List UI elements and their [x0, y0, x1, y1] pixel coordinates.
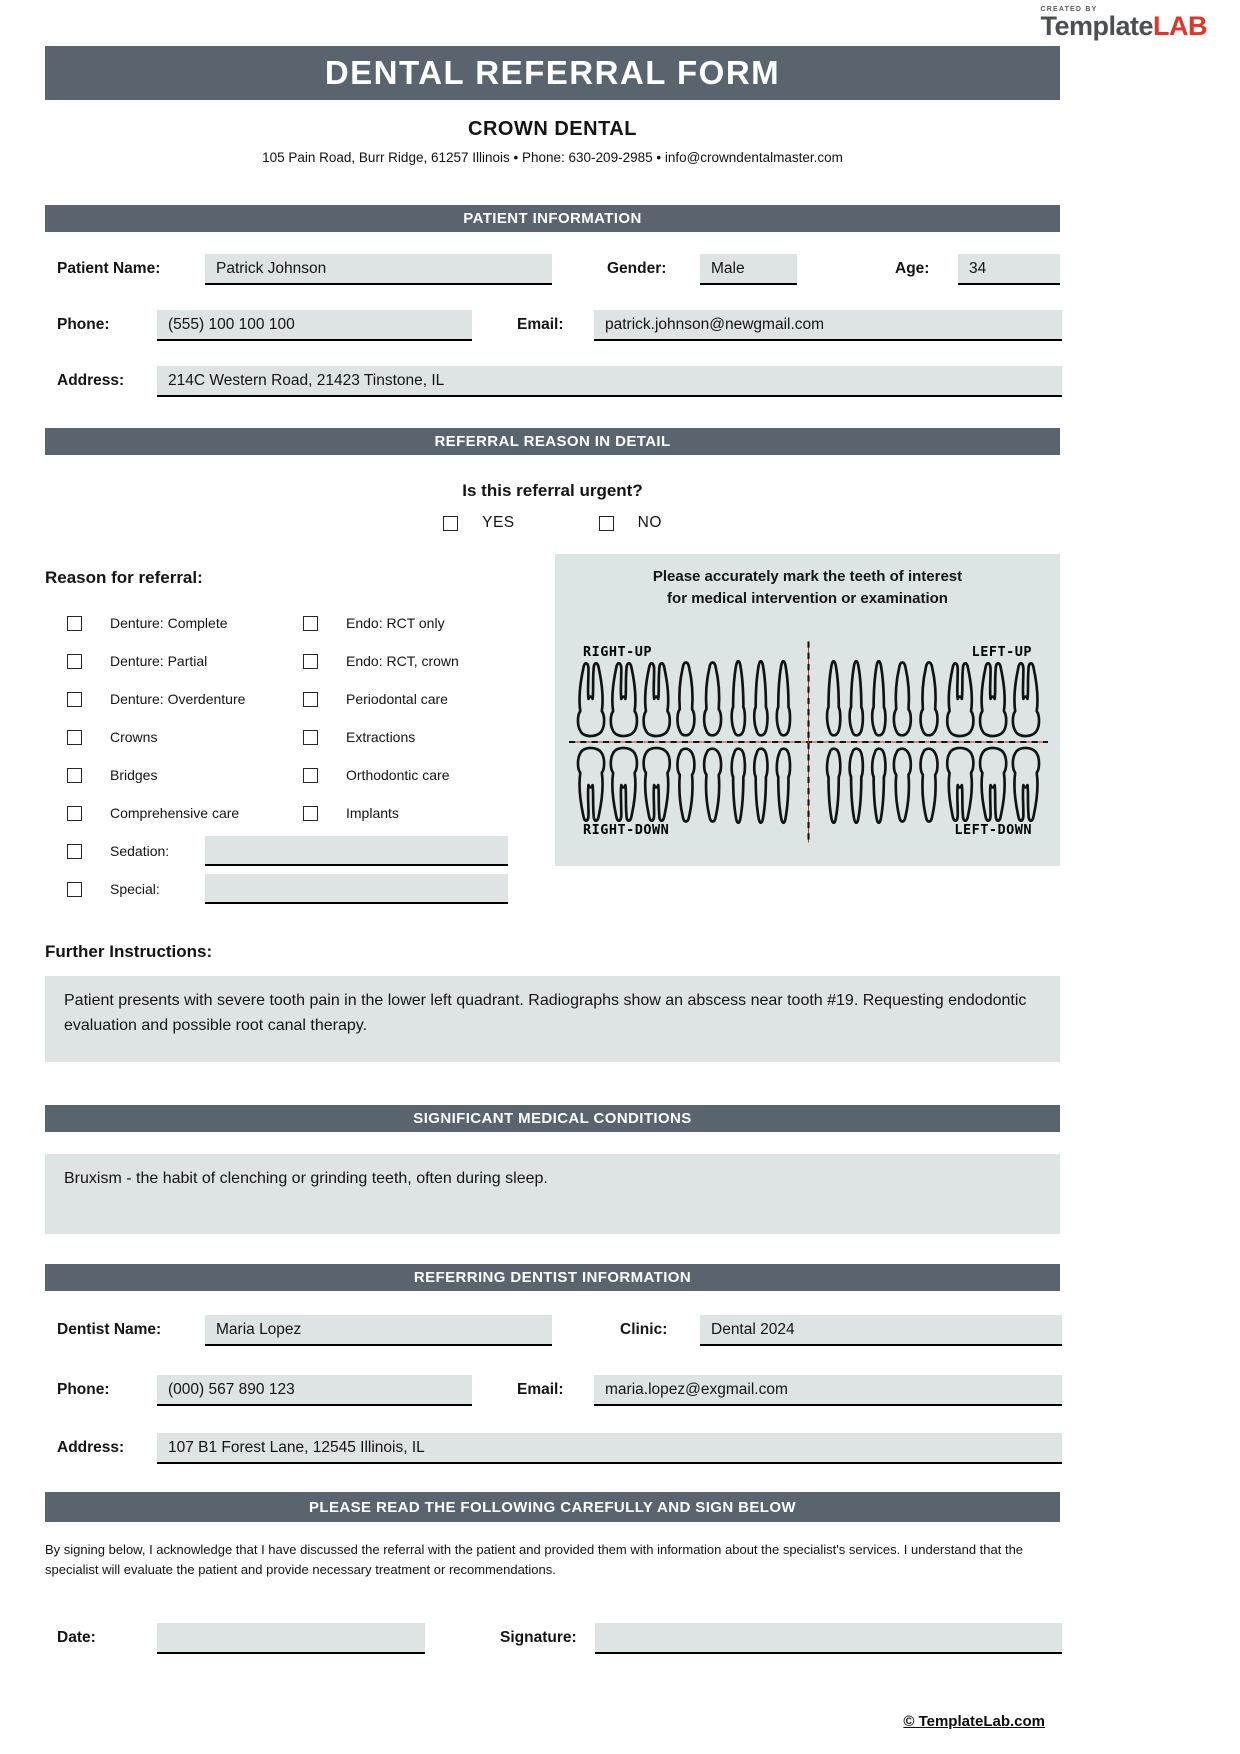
date-label: Date: — [57, 1629, 96, 1646]
medical-conditions-value: Bruxism - the habit of clenching or grinding teeth, often during sleep. — [64, 1170, 548, 1187]
medical-conditions-title: SIGNIFICANT MEDICAL CONDITIONS — [413, 1110, 692, 1127]
patient-address-value: 214C Western Road, 21423 Tinstone, IL — [168, 371, 445, 389]
age-field[interactable] — [958, 254, 1060, 285]
reason-checkbox-periodontal-care[interactable] — [303, 692, 318, 707]
clinic-value: Dental 2024 — [711, 1320, 795, 1338]
patient-name-label: Patient Name: — [57, 260, 161, 277]
reason-checkbox-endo-rct-crown[interactable] — [303, 654, 318, 669]
medical-conditions-bar — [45, 1105, 1060, 1132]
age-label: Age: — [895, 260, 930, 277]
teeth-diagram-icon — [569, 626, 1048, 858]
gender-value: Male — [711, 259, 745, 277]
patient-address-label: Address: — [57, 372, 125, 389]
special-field[interactable] — [205, 874, 508, 904]
patient-information-title: PATIENT INFORMATION — [463, 210, 642, 227]
reason-checkbox-endo-rct-only[interactable] — [303, 616, 318, 631]
reason-label: Denture: Partial — [110, 653, 208, 669]
dentist-name-label: Dentist Name: — [57, 1321, 162, 1338]
reason-row — [45, 604, 555, 642]
reason-label: Endo: RCT only — [346, 615, 445, 631]
dentist-email-field[interactable] — [594, 1375, 1062, 1406]
reason-label: Denture: Complete — [110, 615, 228, 631]
urgent-yes-label: YES — [482, 514, 515, 531]
form-title: DENTAL REFERRAL FORM — [324, 54, 781, 91]
reason-for-referral-heading: Reason for referral: — [45, 568, 203, 587]
clinic-field[interactable] — [700, 1315, 1062, 1346]
age-value: 34 — [969, 259, 987, 277]
templatelab-logo — [1040, 6, 1207, 40]
date-field[interactable] — [157, 1623, 425, 1654]
patient-phone-label: Phone: — [57, 316, 110, 333]
logo-brand-lab: LAB — [1153, 11, 1207, 41]
reason-checkbox-bridges[interactable] — [67, 768, 82, 783]
sedation-label: Sedation: — [110, 843, 170, 859]
patient-email-label: Email: — [517, 316, 564, 333]
quadrant-label-right-up: RIGHT-UP — [583, 644, 653, 660]
referral-reason-bar — [45, 428, 1060, 455]
further-instructions-box[interactable] — [45, 976, 1060, 1062]
dentist-name-value: Maria Lopez — [216, 1320, 302, 1338]
clinic-label: Clinic: — [620, 1321, 668, 1338]
urgent-yes-checkbox[interactable] — [443, 516, 458, 531]
dentist-phone-field[interactable] — [157, 1375, 472, 1406]
reason-label: Crowns — [110, 729, 158, 745]
reason-checkbox-denture-complete[interactable] — [67, 616, 82, 631]
sign-below-title: PLEASE READ THE FOLLOWING CAREFULLY AND SIGN BELOW — [309, 1498, 796, 1516]
form-title-bar — [45, 46, 1060, 100]
clinic-contact-line: 105 Pain Road, Burr Ridge, 61257 Illinois • Phone: 630-209-2985 • info@crowndentalmaster.com — [262, 150, 843, 165]
reason-label: Periodontal care — [346, 691, 448, 707]
medical-conditions-box[interactable] — [45, 1154, 1060, 1234]
reason-row-sedation — [45, 832, 555, 870]
reason-row — [45, 642, 555, 680]
copyright-footer[interactable]: © TemplateLab.com — [903, 1713, 1045, 1730]
teeth-chart-instruction-line1: Please accurately mark the teeth of interest — [652, 568, 963, 585]
logo-created-by: CREATED BY — [1040, 6, 1098, 13]
patient-email-field[interactable] — [594, 310, 1062, 341]
reason-row-special — [45, 870, 555, 908]
special-label: Special: — [110, 881, 160, 897]
urgent-no-checkbox[interactable] — [599, 516, 614, 531]
clinic-name: CROWN DENTAL — [468, 118, 637, 140]
gender-field[interactable] — [700, 254, 797, 285]
reason-label: Denture: Overdenture — [110, 691, 246, 707]
reason-checkbox-implants[interactable] — [303, 806, 318, 821]
sign-below-bar — [45, 1492, 1060, 1522]
dentist-address-value: 107 B1 Forest Lane, 12545 Illinois, IL — [168, 1438, 425, 1456]
teeth-chart-panel — [555, 554, 1060, 866]
dentist-email-value: maria.lopez@exgmail.com — [605, 1380, 788, 1398]
reason-checkbox-special[interactable] — [67, 882, 82, 897]
logo-brand-template: Template — [1040, 11, 1153, 41]
reason-checkbox-denture-overdenture[interactable] — [67, 692, 82, 707]
patient-phone-field[interactable] — [157, 310, 472, 341]
dentist-name-field[interactable] — [205, 1315, 552, 1346]
urgent-no-label: NO — [637, 514, 662, 531]
reason-label: Implants — [346, 805, 399, 821]
signature-field[interactable] — [595, 1623, 1062, 1654]
reason-label: Bridges — [110, 767, 158, 783]
patient-name-field[interactable] — [205, 254, 552, 285]
reason-label: Comprehensive care — [110, 805, 240, 821]
sedation-field[interactable] — [205, 836, 508, 866]
reason-checkbox-denture-partial[interactable] — [67, 654, 82, 669]
patient-address-field[interactable] — [157, 366, 1062, 397]
patient-name-value: Patrick Johnson — [216, 259, 327, 277]
reason-checkbox-extractions[interactable] — [303, 730, 318, 745]
quadrant-label-left-up: LEFT-UP — [971, 644, 1032, 660]
referring-dentist-bar — [45, 1264, 1060, 1291]
patient-information-bar — [45, 205, 1060, 232]
patient-email-value: patrick.johnson@newgmail.com — [605, 315, 825, 333]
reason-checkbox-comprehensive-care[interactable] — [67, 806, 82, 821]
reason-row — [45, 794, 555, 832]
reason-checkbox-crowns[interactable] — [67, 730, 82, 745]
dentist-phone-label: Phone: — [57, 1381, 110, 1398]
reason-checkbox-orthodontic-care[interactable] — [303, 768, 318, 783]
dentist-phone-value: (000) 567 890 123 — [168, 1380, 295, 1398]
logo-brand — [1040, 13, 1207, 40]
reason-row — [45, 718, 555, 756]
signature-label: Signature: — [500, 1629, 577, 1646]
dentist-address-label: Address: — [57, 1439, 125, 1456]
reason-checkbox-sedation[interactable] — [67, 844, 82, 859]
signature-disclaimer: By signing below, I acknowledge that I have discussed the referral with the patient and provided them with information about the specialist's services. I understand that the specialist will evaluate the patient and provide necessary treatment or recommendations. — [45, 1542, 1024, 1577]
teeth-chart-instruction — [555, 566, 1060, 610]
reason-label: Endo: RCT, crown — [346, 653, 459, 669]
teeth-chart-instruction-line2: for medical intervention or examination — [667, 589, 948, 607]
reason-label: Orthodontic care — [346, 767, 450, 783]
teeth-chart-canvas[interactable] — [555, 612, 1060, 866]
quadrant-label-left-down: LEFT-DOWN — [954, 822, 1032, 838]
referring-dentist-title: REFERRING DENTIST INFORMATION — [413, 1269, 692, 1286]
dentist-address-field[interactable] — [157, 1433, 1062, 1464]
urgent-question: Is this referral urgent? — [462, 481, 643, 500]
referral-reason-title: REFERRAL REASON IN DETAIL — [434, 433, 671, 450]
reason-row — [45, 756, 555, 794]
further-instructions-label: Further Instructions: — [45, 942, 213, 961]
patient-phone-value: (555) 100 100 100 — [168, 315, 295, 333]
reason-row — [45, 680, 555, 718]
gender-label: Gender: — [607, 260, 667, 277]
quadrant-label-right-down: RIGHT-DOWN — [583, 822, 670, 838]
reason-label: Extractions — [346, 729, 416, 745]
dentist-email-label: Email: — [517, 1381, 564, 1398]
further-instructions-value: Patient presents with severe tooth pain in the lower left quadrant. Radiographs show an abscess near tooth #19. Requesting endodontic evaluation and possible root canal therapy. — [64, 992, 1027, 1034]
